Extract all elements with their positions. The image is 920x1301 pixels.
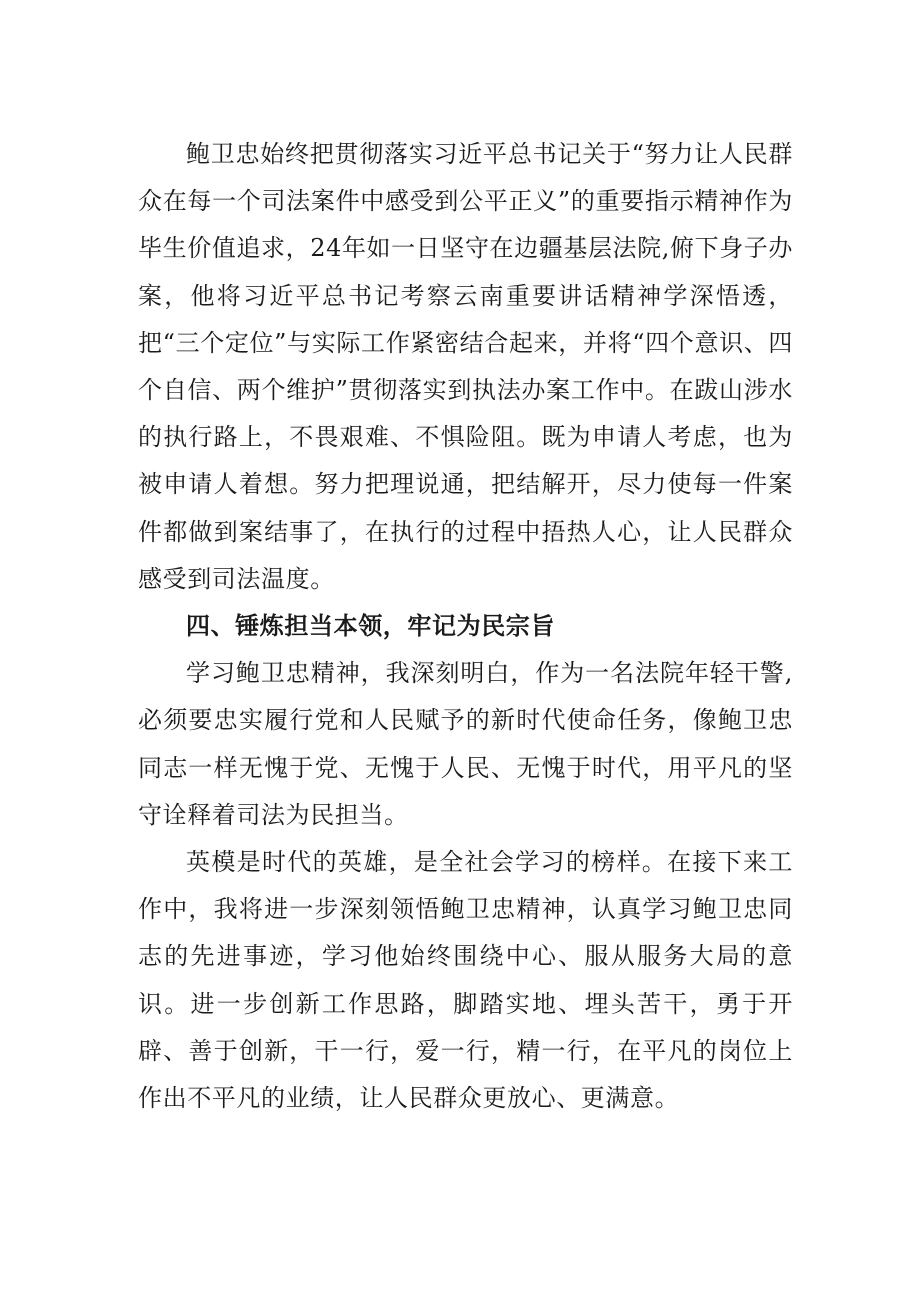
document-body (138, 131, 793, 1122)
paragraph-commitment: 英模是时代的英雄，是全社会学习的榜样。在接下来工作中，我将进一步深刻领悟鲍卫忠精神，认真学习鲍卫忠同志的先进事迹，学习他始终围绕中心、服从服务大局的意识。进一步创新工作思路，脚踏实地、埋头苦干，勇于开辟、善于创新，干一行，爱一行，精一行，在平凡的岗位上作出不平凡的业绩，让人民群众更放心、更满意。 (138, 848, 793, 1113)
paragraph-dedication: 鲍卫忠始终把贯彻落实习近平总书记关于“努力让人民群众在每一个司法案件中感受到公平正义”的重要指示精神作为毕生价值追求，24年如一日坚守在边疆基层法院,俯下身子办案，他将习近平总书记考察云南重要讲话精神学深悟透，把“三个定位”与实际工作紧密结合起来，并将“四个意识、四个自信、两个维护”贯彻落实到执法办案工作中。在跋山涉水的执行路上，不畏艰难、不惧险阻。既为申请人考虑，也为被申请人着想。努力把理说通，把结解开，尽力使每一件案件都做到案结事了，在执行的过程中捂热人心，让人民群众感受到司法温度。 (138, 140, 793, 593)
section-heading-four: 四、锤炼担当本领，牢记为民宗旨 (186, 612, 555, 641)
paragraph-learning: 学习鲍卫忠精神，我深刻明白，作为一名法院年轻干警,必须要忠实履行党和人民赋予的新时代使命任务，像鲍卫忠同志一样无愧于党、无愧于人民、无愧于时代，用平凡的坚守诠释着司法为民担当。 (138, 659, 793, 829)
